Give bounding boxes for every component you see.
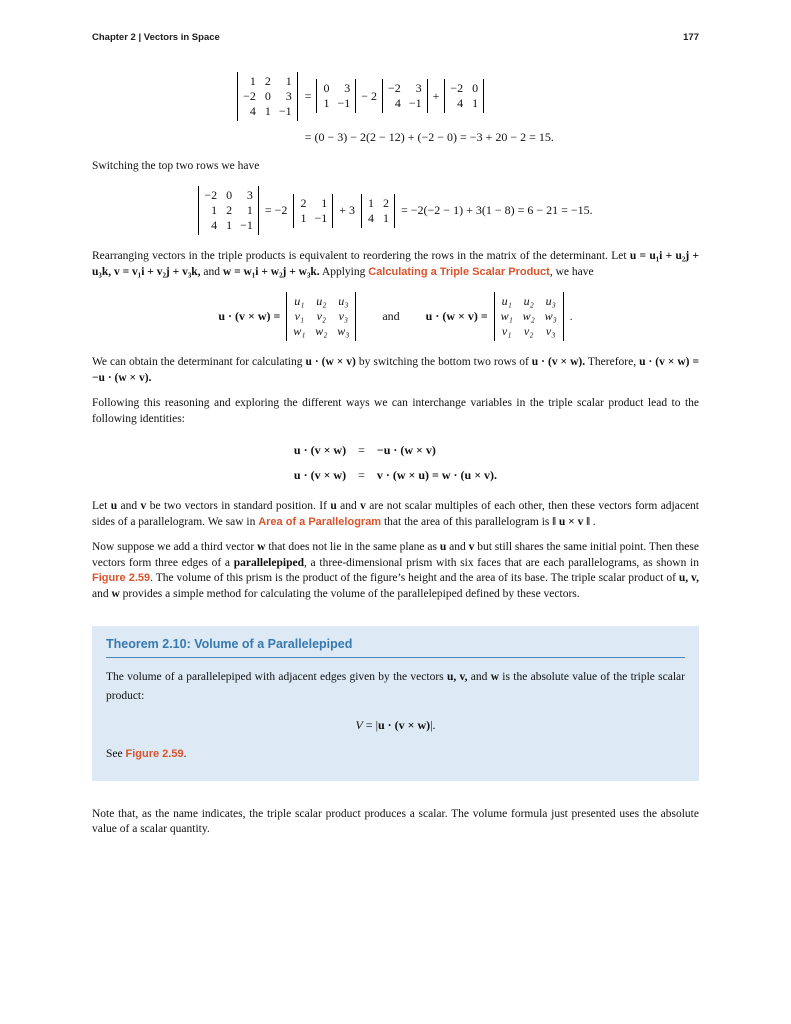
math-run: w = w₁i + w₂j + w₃k. xyxy=(222,265,320,278)
matrix-cell: 1 xyxy=(300,210,307,225)
math-run: ‖ u × v ‖ xyxy=(552,515,590,528)
matrix-cell: 3 xyxy=(246,188,253,202)
matrix-cell: 2 xyxy=(383,195,389,210)
text-run: and xyxy=(117,500,141,512)
vector-v: v xyxy=(360,500,366,512)
text-run: . The volume of this prism is the product of the figure’s height and the area of its base. The triple scalar product of xyxy=(150,572,679,584)
text-run: by switching the bottom two rows of xyxy=(355,356,532,368)
determinant-2x2 xyxy=(382,79,428,113)
matrix-cell: 0 xyxy=(226,188,233,202)
paragraph-parallelepiped xyxy=(92,540,699,602)
matrix-cell: 2 xyxy=(264,73,271,88)
math-run: u · (v × w). xyxy=(531,356,586,368)
math-run: u, v, xyxy=(678,572,700,584)
theorem-see xyxy=(106,747,685,763)
determinant-2x2 xyxy=(361,194,395,228)
matrix-cell: 1 xyxy=(368,195,374,210)
text-run: that the area of this parallelogram is xyxy=(381,515,553,528)
text-run: is the absolute value of the triple scalar product: xyxy=(106,670,685,702)
math-operator: + xyxy=(432,88,440,103)
matrix-cell: 1 xyxy=(246,203,253,217)
math-operator: − 2 xyxy=(361,88,378,103)
link-area-of-a-parallelogram[interactable]: Area of a Parallelogram xyxy=(258,515,382,528)
text-run: , a three-dimensional prism with six faces that are each parallelograms, as shown in xyxy=(303,556,699,569)
matrix-cell: 1 xyxy=(264,103,271,118)
vector-v: v xyxy=(468,541,475,553)
vector-u: u xyxy=(330,500,337,512)
equation-triple-scalar-determinants xyxy=(92,292,699,341)
paragraph-following-reasoning xyxy=(92,396,699,427)
matrix-cell: 0 xyxy=(264,88,271,103)
vector-w: w xyxy=(111,587,120,600)
term-parallelepiped: parallelepiped xyxy=(233,556,304,569)
matrix-cell: v₂ xyxy=(523,324,534,338)
matrix-cell: −1 xyxy=(240,218,253,232)
text-run: Let xyxy=(92,500,111,512)
matrix-cell: v₂ xyxy=(316,309,327,323)
matrix-cell: w₁ xyxy=(293,324,306,338)
text-run: and xyxy=(446,541,469,553)
variable-V: V xyxy=(355,717,363,732)
text-run: See xyxy=(106,748,126,760)
text-run: that does not lie in the same plane as xyxy=(265,541,440,553)
theorem-box xyxy=(92,626,699,781)
matrix-cell: 1 xyxy=(226,218,233,232)
text-run: Applying xyxy=(319,265,369,278)
matrix-cell: w₁ xyxy=(500,309,513,323)
and-word: and xyxy=(382,309,400,323)
determinant-3x3 xyxy=(198,186,259,235)
matrix-cell: 1 xyxy=(211,203,218,217)
text-run: Rearranging vectors in the triple products is equivalent to reordering the rows in the matrix of the determinant. Let xyxy=(92,250,630,262)
math-run: |. xyxy=(430,717,436,732)
identity-rhs: v · (w × u) = w · (u × v). xyxy=(376,467,498,482)
matrix-cell: −2 xyxy=(388,81,401,95)
determinant-3x3-uvw xyxy=(286,292,356,341)
matrix-cell: 3 xyxy=(285,88,292,103)
math-operator: = −2 xyxy=(264,203,288,217)
matrix-cell: −2 xyxy=(204,188,218,202)
theorem-body xyxy=(106,668,685,706)
matrix-cell: −2 xyxy=(243,88,256,103)
text-run: . xyxy=(183,748,187,760)
equation-switched-rows xyxy=(92,186,699,235)
vector-w: w xyxy=(490,670,499,683)
text-run: Switching the top two rows we have xyxy=(92,159,260,172)
math-run: u · (v × w) = −u · (w × v). xyxy=(92,356,700,384)
text-run: are not scalar multiples of each other, then these vectors form adjacent sides of a parallelogram. We saw in xyxy=(92,500,700,528)
text-run: Now suppose we add a third vector xyxy=(92,541,258,553)
text-run: . xyxy=(589,515,596,528)
matrix-cell: 1 xyxy=(285,73,292,88)
matrix-cell: 4 xyxy=(368,210,374,225)
text-run: and xyxy=(92,587,112,600)
link-calculating-triple-scalar-product[interactable]: Calculating a Triple Scalar Product xyxy=(368,265,550,278)
matrix-cell: 1 xyxy=(321,195,328,210)
equals-sign: = xyxy=(358,443,365,457)
matrix-cell: −1 xyxy=(278,103,292,118)
math-lhs: u · (v × w) = xyxy=(218,309,281,323)
text-run: Note that, as the name indicates, the triple scalar product produces a scalar. The volume formula just presented uses the absolute value of a scalar quantity. xyxy=(92,807,699,835)
equation-3-row xyxy=(92,292,699,341)
matrix-cell: u₁ xyxy=(294,294,305,308)
matrix-cell: 2 xyxy=(300,195,307,210)
paragraph-switching xyxy=(92,159,699,175)
paragraph-parallelogram xyxy=(92,499,699,530)
vector-v: v xyxy=(140,500,147,512)
matrix-cell: −2 xyxy=(450,81,464,95)
matrix-cell: v₃ xyxy=(338,309,349,323)
equation-2-tail: = −2(−2 − 1) + 3(1 − 8) = 6 − 21 = −15. xyxy=(401,203,593,217)
matrix-cell: 1 xyxy=(323,96,330,110)
matrix-cell: v₁ xyxy=(294,309,305,323)
matrix-cell: 1 xyxy=(383,210,389,225)
text-run: be two vectors in standard position. If xyxy=(146,500,331,512)
vector-u: u xyxy=(110,500,118,512)
matrix-cell: w₂ xyxy=(315,324,328,338)
matrix-cell: u₃ xyxy=(545,294,556,308)
period: . xyxy=(569,309,573,323)
equation-1-line2: = (0 − 3) − 2(2 − 12) + (−2 − 0) = −3 + 20 − 2 = 15. xyxy=(304,129,554,144)
matrix-cell: u₃ xyxy=(338,294,349,308)
matrix-cell: u₂ xyxy=(316,294,327,308)
link-figure-2-59[interactable]: Figure 2.59 xyxy=(92,572,151,584)
determinant-2x2 xyxy=(444,79,484,113)
text-run: but still shares the same initial point. Then these vectors form three edges of a xyxy=(92,541,699,569)
identities-display xyxy=(92,443,699,483)
paragraph-note-scalar xyxy=(92,807,699,838)
matrix-cell: 1 xyxy=(249,73,256,88)
paragraph-obtain-determinant xyxy=(92,355,699,386)
equals-sign: = xyxy=(358,467,365,482)
link-figure-2-59[interactable]: Figure 2.59 xyxy=(125,748,184,760)
determinant-3x3-uwv xyxy=(494,292,564,341)
matrix-cell: v₁ xyxy=(501,324,512,338)
text-run: provides a simple method for calculating the volume of the parallelepiped defined by these vectors. xyxy=(119,587,580,600)
math-lhs: u · (w × v) = xyxy=(425,309,488,323)
vector-w: w xyxy=(257,541,266,553)
matrix-cell: 0 xyxy=(323,81,330,95)
equation-1-grid xyxy=(92,72,699,145)
text-run: Following this reasoning and exploring the different ways we can interchange variables in the triple scalar product lead to the following identities: xyxy=(92,397,699,425)
matrix-cell: w₃ xyxy=(337,324,350,338)
equation-1-rhs xyxy=(305,79,484,113)
matrix-cell: 4 xyxy=(211,218,218,232)
math-run: = | xyxy=(362,717,378,732)
determinant-2x2 xyxy=(293,194,333,228)
equation-2-row xyxy=(92,186,699,235)
identity-lhs: u · (v × w) xyxy=(293,467,347,482)
paragraph-rearranging xyxy=(92,249,699,280)
matrix-cell: −1 xyxy=(314,210,328,225)
text-run: and xyxy=(467,670,491,683)
matrix-cell: 3 xyxy=(415,81,422,95)
math-operator: + 3 xyxy=(339,203,355,217)
math-run: u · (w × v) xyxy=(305,356,356,368)
matrix-cell: 4 xyxy=(249,103,256,118)
math-run: u = u₁i + u₂j + u₃k, v = v₁i + v₂j + v₃k, xyxy=(92,250,699,278)
equation-determinant-expansion xyxy=(92,72,699,145)
running-head: Chapter 2 | Vectors in Space xyxy=(92,32,220,43)
page-number: 177 xyxy=(683,32,699,43)
text-run: and xyxy=(200,265,223,278)
determinant-3x3 xyxy=(237,72,298,121)
page-header xyxy=(92,30,699,46)
vector-u: u xyxy=(439,541,447,553)
text-run: , we have xyxy=(549,265,594,278)
matrix-cell: 1 xyxy=(472,96,479,110)
determinant-2x2 xyxy=(316,79,356,113)
matrix-cell: u₂ xyxy=(523,294,534,308)
theorem-title: Theorem 2.10: Volume of a Parallelepiped xyxy=(106,637,685,658)
matrix-cell: 4 xyxy=(457,96,464,110)
matrix-cell: 4 xyxy=(394,96,401,110)
matrix-cell: 0 xyxy=(472,81,479,95)
math-run: u · (v × w) xyxy=(377,717,431,732)
matrix-cell: 2 xyxy=(226,203,233,217)
identity-rhs: −u · (w × v) xyxy=(376,443,436,457)
matrix-cell: w₃ xyxy=(544,309,557,323)
volume-formula xyxy=(106,718,685,734)
math-run: u, v, xyxy=(446,670,468,683)
matrix-cell: −1 xyxy=(408,96,422,110)
text-run: Therefore, xyxy=(585,356,640,368)
text-run: The volume of a parallelepiped with adjacent edges given by the vectors xyxy=(106,670,447,683)
matrix-cell: u₁ xyxy=(501,294,512,308)
text-run: and xyxy=(336,500,361,512)
text-run: We can obtain the determinant for calculating xyxy=(92,356,306,368)
matrix-cell: w₂ xyxy=(522,309,535,323)
matrix-cell: 3 xyxy=(344,81,351,95)
matrix-cell: −1 xyxy=(337,96,351,110)
identity-lhs: u · (v × w) xyxy=(293,443,347,457)
equals-sign: = xyxy=(304,88,312,103)
matrix-cell: v₃ xyxy=(545,324,556,338)
